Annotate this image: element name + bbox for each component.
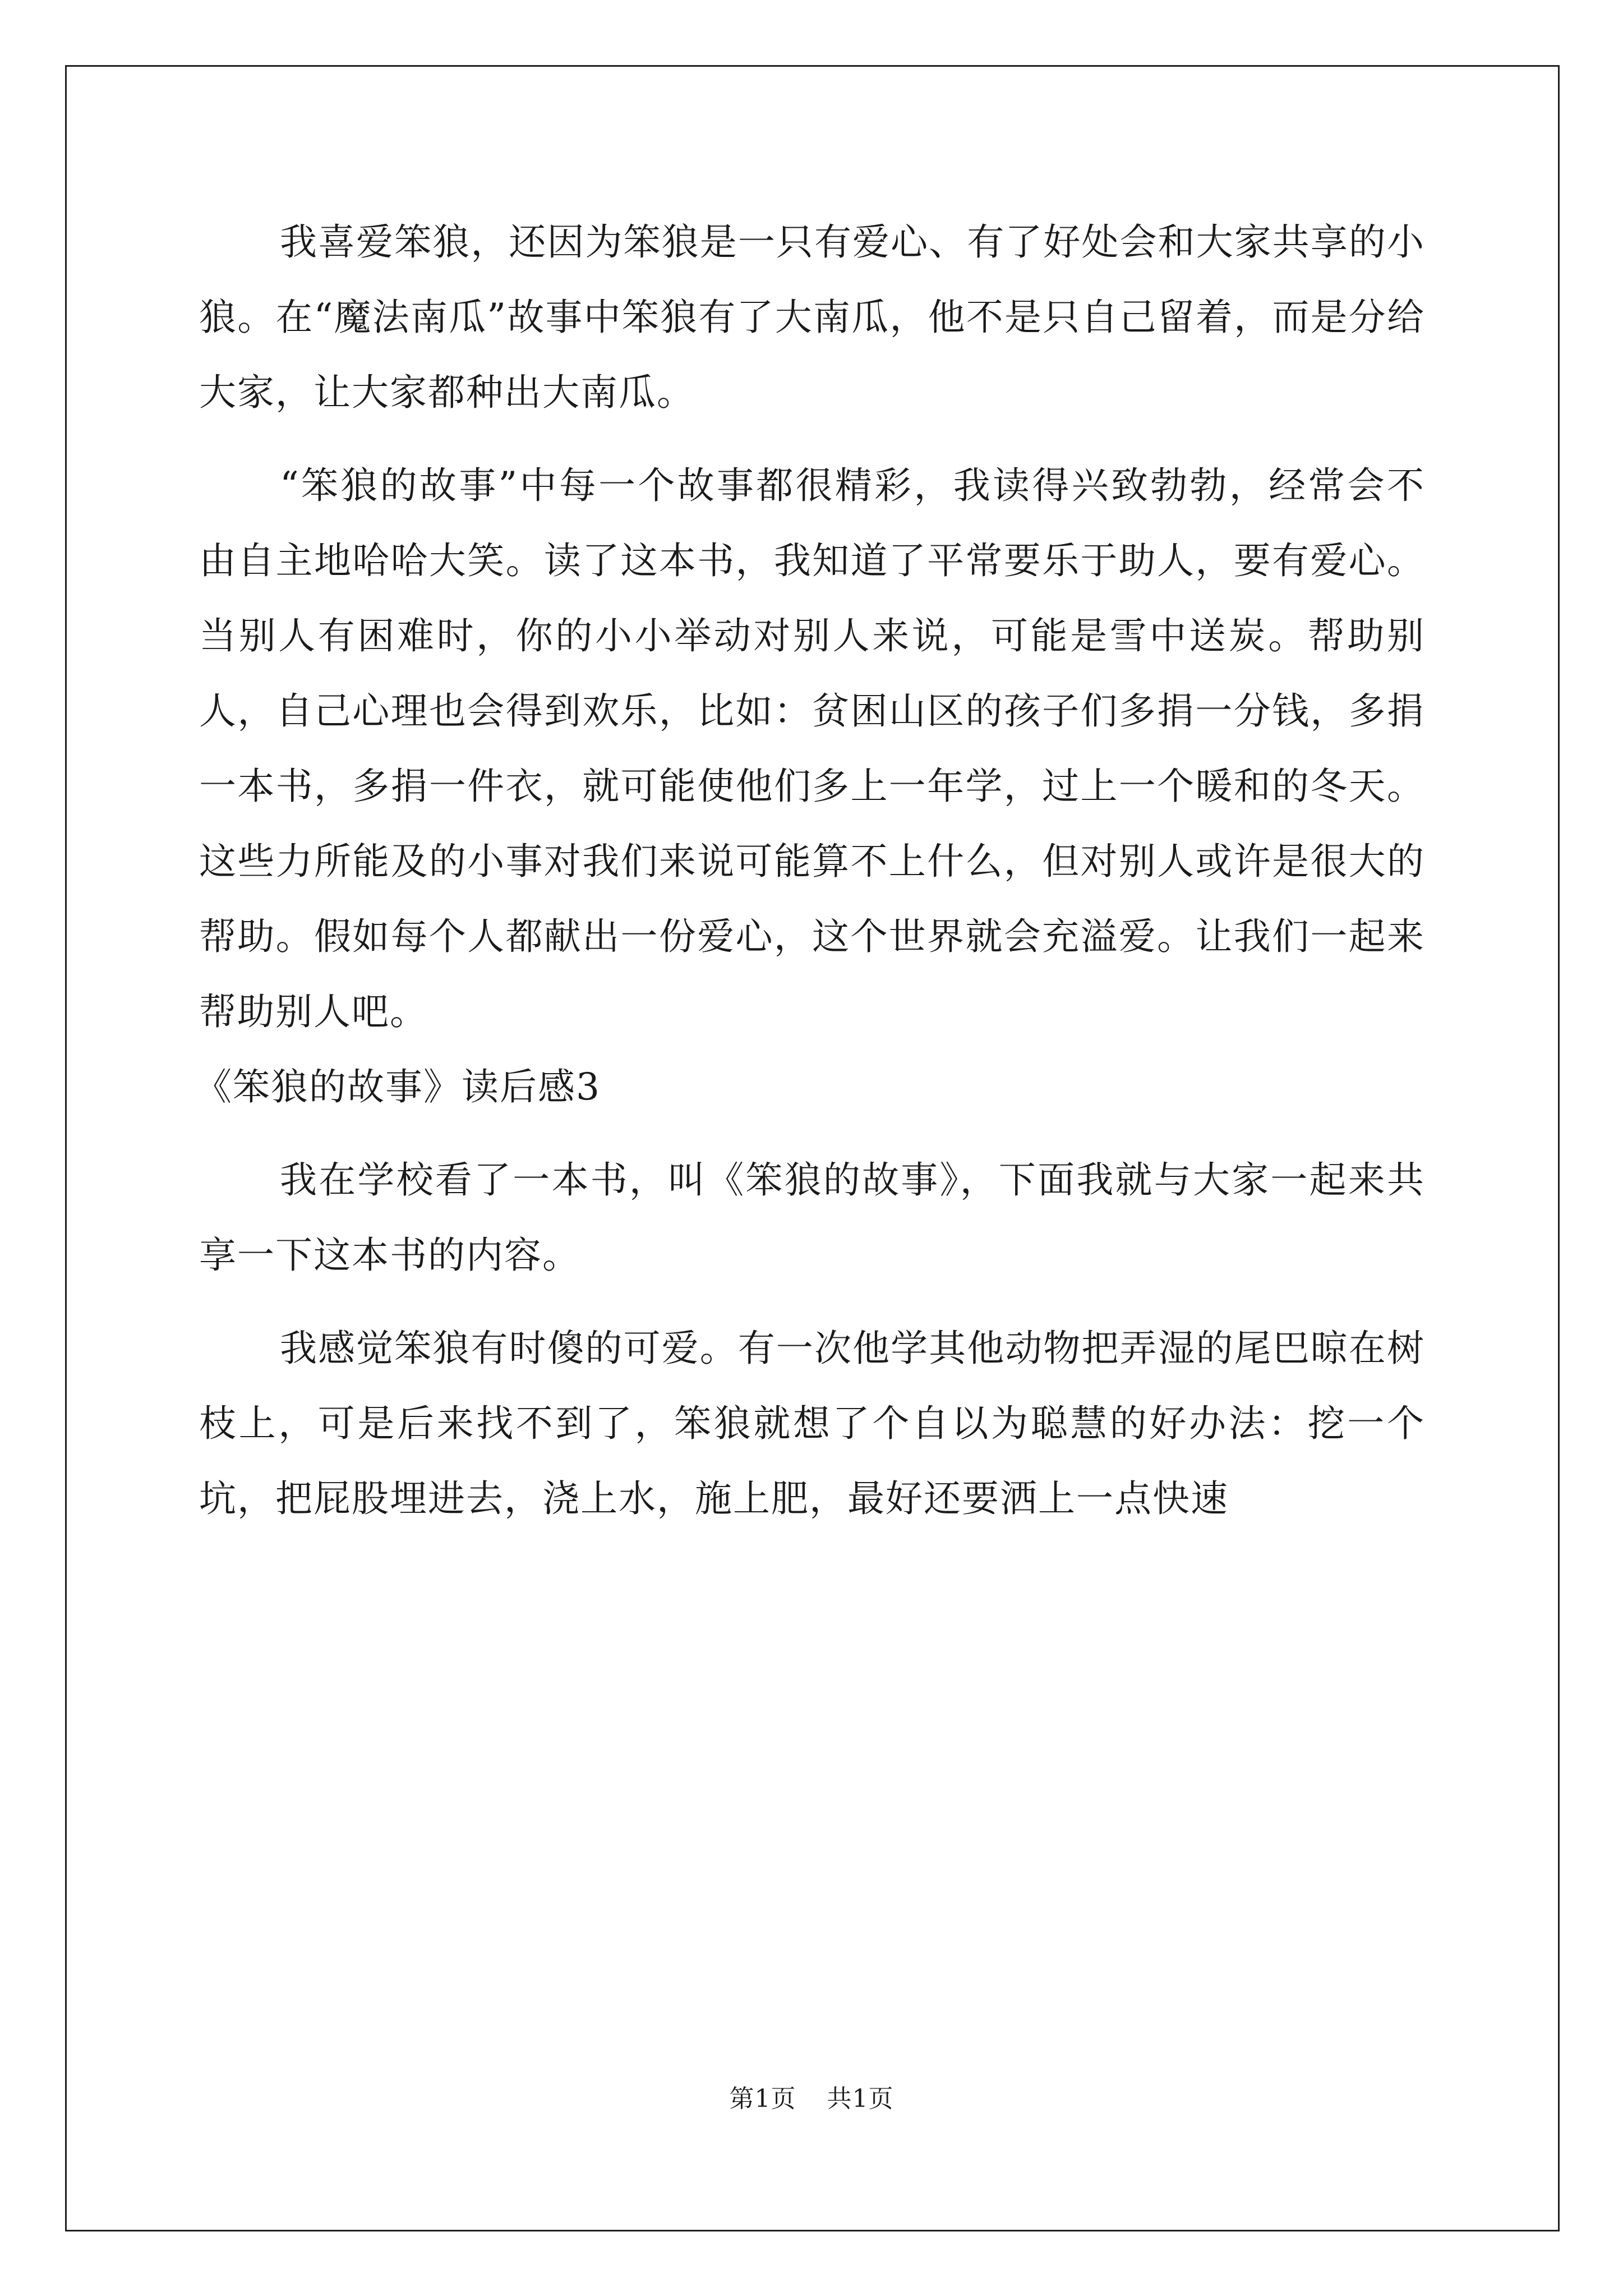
page-number-total: 共1页 bbox=[827, 2085, 894, 2113]
page-number-current: 第1页 bbox=[729, 2085, 796, 2113]
paragraph-2: “笨狼的故事”中每一个故事都很精彩，我读得兴致勃勃，经常会不由自主地哈哈大笑。读了这本书，我知道了平常要乐于助人，要有爱心。当别人有困难时，你的小小举动对别人来说，可能是雪中送炭。帮助别人，自己心理也会得到欢乐，比如：贫困山区的孩子们多捐一分钱，多捐一本书，多捐一件衣，就可能使他们多上一年学，过上一个暖和的冬天。这些力所能及的小事对我们来说可能算不上什么，但对别人或许是很大的帮助。假如每个人都献出一份爱心，这个世界就会充溢爱。让我们一起来帮助别人吧。 bbox=[199, 464, 1425, 1033]
paragraph-3: 我在学校看了一本书，叫《笨狼的故事》，下面我就与大家一起来共享一下这本书的内容。 bbox=[199, 1158, 1425, 1277]
paragraph-1: 我喜爱笨狼，还因为笨狼是一只有爱心、有了好处会和大家共享的小狼。在“魔法南瓜”故事中笨狼有了大南瓜，他不是只自己留着，而是分给大家，让大家都种出大南瓜。 bbox=[199, 220, 1425, 414]
section-title: 《笨狼的故事》读后感3 bbox=[195, 1065, 601, 1108]
document-body bbox=[195, 205, 1425, 1536]
page-footer bbox=[0, 2082, 1623, 2116]
paragraph-4: 我感觉笨狼有时傻的可爱。有一次他学其他动物把弄湿的尾巴晾在树枝上，可是后来找不到了，笨狼就想了个自以为聪慧的好办法：挖一个坑，把屁股埋进去，浇上水，施上肥，最好还要洒上一点快速 bbox=[199, 1327, 1425, 1520]
